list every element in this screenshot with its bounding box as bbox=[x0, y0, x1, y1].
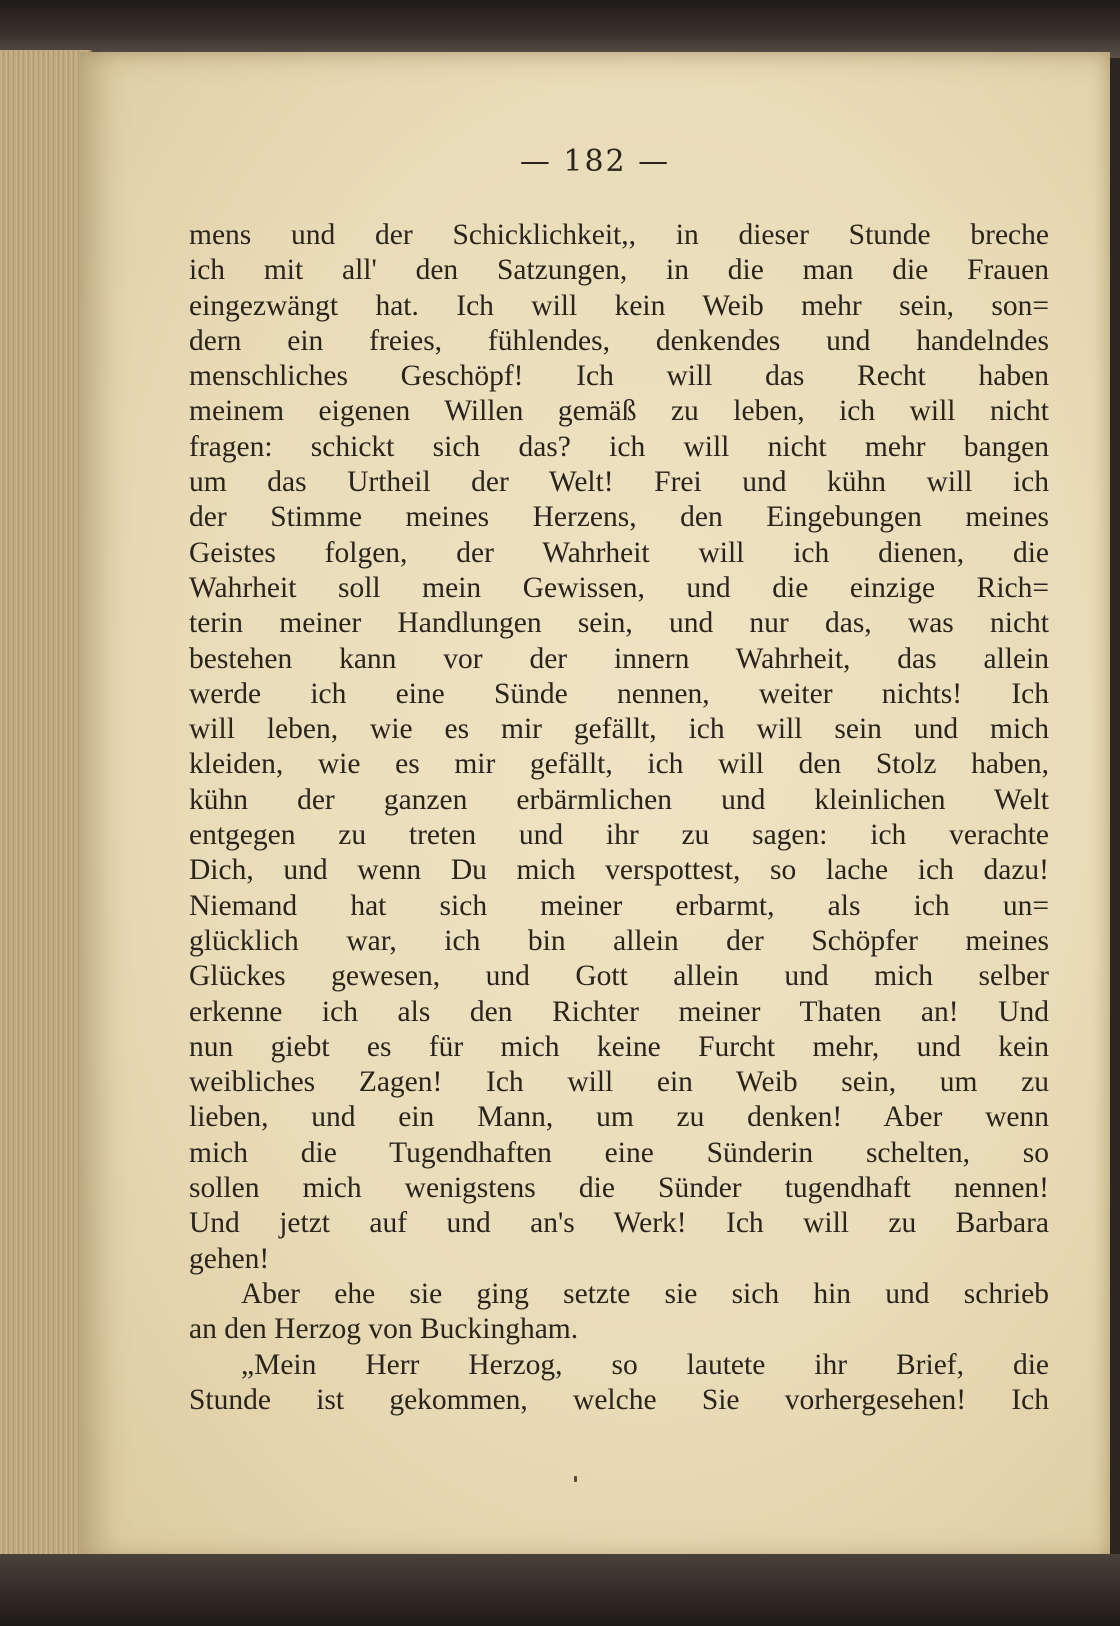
text-line: werde ich eine Sünde nennen, weiter nichts! Ich bbox=[189, 677, 1049, 710]
page-stack-edge bbox=[0, 50, 92, 1560]
text-line: dern ein freies, fühlendes, denkendes und handelndes bbox=[189, 324, 1049, 357]
text-line: kleiden, wie es mir gefällt, ich will den Stolz haben, bbox=[189, 748, 1049, 781]
text-line: bestehen kann vor der innern Wahrheit, das allein bbox=[189, 642, 1049, 675]
text-line: an den Herzog von Buckingham. bbox=[189, 1313, 579, 1346]
body-text bbox=[189, 218, 1049, 1418]
text-line: Glückes gewesen, und Gott allein und mich selber bbox=[189, 960, 1049, 993]
paper-speck bbox=[574, 1476, 577, 1482]
text-line: eingezwängt hat. Ich will kein Weib mehr sein, son= bbox=[189, 289, 1049, 322]
text-line: erkenne ich als den Richter meiner Thaten an! Und bbox=[189, 995, 1049, 1028]
text-line: glücklich war, ich bin allein der Schöpfer meines bbox=[189, 924, 1049, 957]
text-line: sollen mich wenigstens die Sünder tugendhaft nennen! bbox=[189, 1172, 1049, 1205]
text-line: Geistes folgen, der Wahrheit will ich dienen, die bbox=[189, 536, 1049, 569]
text-line: mich die Tugendhaften eine Sünderin schelten, so bbox=[189, 1136, 1049, 1169]
text-line: ich mit all' den Satzungen, in die man die Frauen bbox=[189, 254, 1049, 287]
text-line: Dich, und wenn Du mich verspottest, so lache ich dazu! bbox=[189, 854, 1049, 887]
text-line: will leben, wie es mir gefällt, ich will sein und mich bbox=[189, 713, 1049, 746]
text-line: nun giebt es für mich keine Furcht mehr, und kein bbox=[189, 1030, 1049, 1063]
text-line: mens und der Schicklichkeit,, in dieser Stunde breche bbox=[189, 219, 1049, 251]
text-line: Und jetzt auf und an's Werk! Ich will zu Barbara bbox=[189, 1207, 1049, 1240]
text-line: „Mein Herr Herzog, so lautete ihr Brief, die bbox=[241, 1348, 1049, 1381]
text-line: der Stimme meines Herzens, den Eingebungen meines bbox=[189, 501, 1049, 534]
text-line: Wahrheit soll mein Gewissen, und die einzige Rich= bbox=[189, 571, 1049, 604]
text-line: kühn der ganzen erbärmlichen und kleinlichen Welt bbox=[189, 783, 1049, 816]
text-line: terin meiner Handlungen sein, und nur das, was nicht bbox=[189, 607, 1049, 640]
text-line: fragen: schickt sich das? ich will nicht mehr bangen bbox=[189, 430, 1049, 463]
text-line: entgegen zu treten und ihr zu sagen: ich verachte bbox=[189, 819, 1049, 852]
text-line: Niemand hat sich meiner erbarmt, als ich un= bbox=[189, 889, 1049, 922]
page-number: — 182 — bbox=[519, 144, 671, 179]
text-line: um das Urtheil der Welt! Frei und kühn will ich bbox=[189, 466, 1049, 499]
text-line: Stunde ist gekommen, welche Sie vorhergesehen! Ich bbox=[189, 1383, 1049, 1416]
text-line: gehen! bbox=[189, 1242, 270, 1275]
text-line: lieben, und ein Mann, um zu denken! Aber wenn bbox=[189, 1101, 1049, 1134]
text-line: menschliches Geschöpf! Ich will das Recht haben bbox=[189, 360, 1049, 393]
text-line: weibliches Zagen! Ich will ein Weib sein, um zu bbox=[189, 1066, 1049, 1099]
book-top-edge bbox=[0, 0, 1120, 58]
text-line: Aber ehe sie ging setzte sie sich hin und schrieb bbox=[241, 1277, 1049, 1310]
text-line: meinem eigenen Willen gemäß zu leben, ich will nicht bbox=[189, 395, 1049, 428]
book-bottom-edge bbox=[0, 1554, 1120, 1626]
